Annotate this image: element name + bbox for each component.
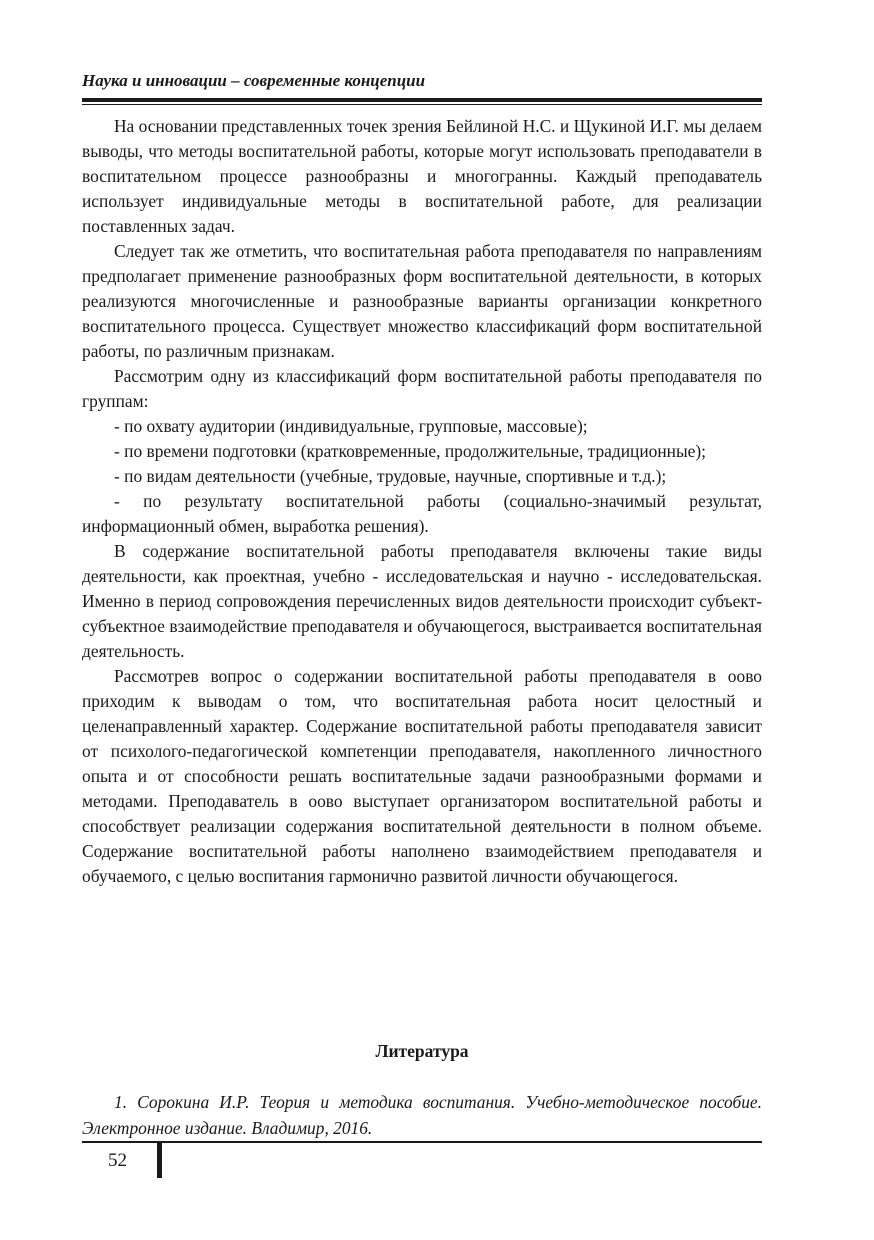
footer-vertical-bar [157, 1143, 162, 1178]
list-item: - по времени подготовки (кратковременные, продолжительные, традиционные); [114, 441, 706, 461]
list-item: - по охвату аудитории (индивидуальные, групповые, массовые); [114, 416, 588, 436]
header-rule-thick [82, 98, 762, 102]
paragraph: Рассмотрим одну из классификаций форм воспитательной работы преподавателя по группам: [82, 366, 762, 411]
paragraph: Рассмотрев вопрос о содержании воспитательной работы преподавателя в оово приходим к выводам о том, что воспитательная работа носит целостный и целенаправленный характер. Содержание воспитательной работы преподавателя зависит от психолого-педагогической компетенции преподавателя, накопленного личностного опыта и от способности решать воспитательные задачи разнообразными формами и методами. Преподаватель в оово выступает организатором воспитательной работы и способствует реализации содержания воспитательной деятельности в полном объеме. Содержание воспитательной работы наполнено взаимодействием преподавателя и обучаемого, с целью воспитания гармонично развитой личности обучающегося. [82, 666, 762, 886]
header-rule-thin [82, 104, 762, 105]
page-number: 52 [108, 1150, 127, 1171]
reference-item: 1. Сорокина И.Р. Теория и методика воспитания. Учебно-методическое пособие. Электронное издание. Владимир, 2016. [82, 1092, 762, 1138]
list-item: - по результату воспитательной работы (социально-значимый результат, информационный обмен, выработка решения). [82, 491, 762, 536]
list-item: - по видам деятельности (учебные, трудовые, научные, спортивные и т.д.); [114, 466, 667, 486]
paragraph: На основании представленных точек зрения Бейлиной Н.С. и Щукиной И.Г. мы делаем выводы, что методы воспитательной работы, которые могут использовать преподаватели в воспитательном процессе разнообразны и многогранны. Каждый преподаватель использует индивидуальные методы в воспитательной работе, для реализации поставленных задач. [82, 116, 762, 236]
literature-heading: Литература [375, 1041, 469, 1061]
paragraph: Следует так же отметить, что воспитательная работа преподавателя по направлениям предполагает применение разнообразных форм воспитательной деятельности, в которых реализуются многочисленные и разнообразные варианты организации конкретного воспитательного процесса. Существует множество классификаций форм воспитательной работы, по различным признакам. [82, 241, 762, 361]
article-body [82, 114, 762, 889]
running-header: Наука и инновации – современные концепции [82, 71, 426, 90]
paragraph: В содержание воспитательной работы преподавателя включены такие виды деятельности, как проектная, учебно - исследовательская и научно - исследовательская. Именно в период сопровождения перечисленных видов деятельности происходит субъект-субъектное взаимодействие преподавателя и обучающегося, выстраивается воспитательная деятельность. [82, 541, 762, 661]
footer-rule [82, 1141, 762, 1143]
